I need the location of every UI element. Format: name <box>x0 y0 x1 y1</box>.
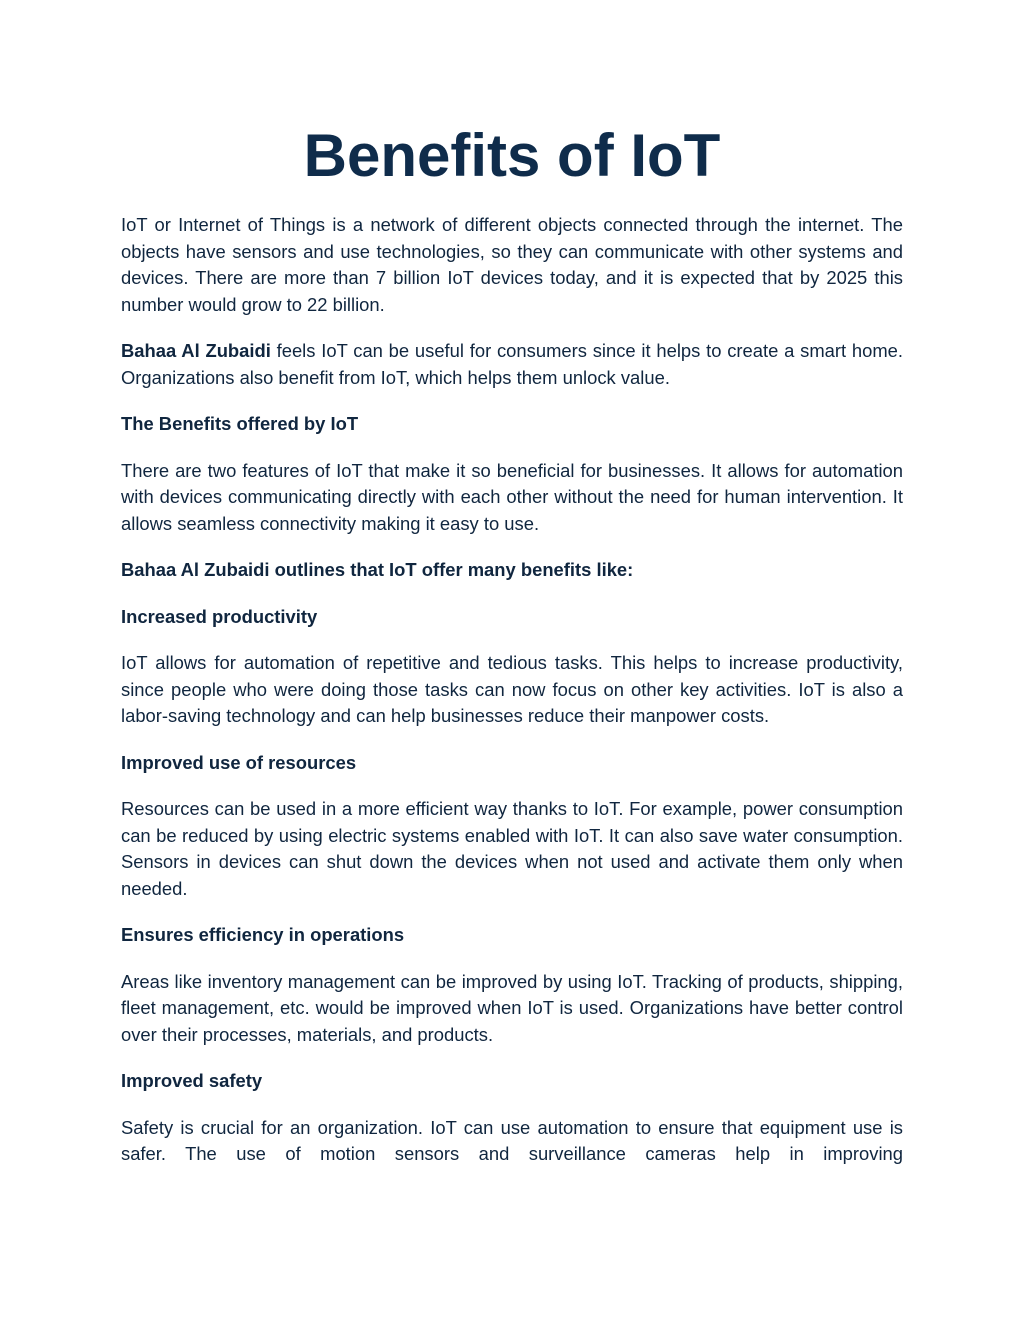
efficiency-paragraph: Areas like inventory management can be improved by using IoT. Tracking of products, shipping, fleet management, etc. would be improved when IoT is used. Organizations have better control over their processes, materials, and products. <box>121 970 903 1045</box>
page-title: Benefits of IoT <box>303 122 721 189</box>
section-heading-outline: Bahaa Al Zubaidi outlines that IoT offer many benefits like: <box>121 559 634 580</box>
intro-paragraph: IoT or Internet of Things is a network of different objects connected through the internet. The objects have sensors and use technologies, so they can communicate with other systems and devices. There are more than 7 billion IoT devices today, and it is expected that by 2025 this number would grow to 22 billion. <box>121 214 903 315</box>
section-heading-safety: Improved safety <box>121 1070 263 1091</box>
section-heading-productivity: Increased productivity <box>121 605 318 627</box>
section-heading-resources: Improved use of resources <box>121 751 357 773</box>
safety-paragraph: Safety is crucial for an organization. IoT can use automation to ensure that equipment use is safer. The use of motion sensors and surveillance cameras help in improving <box>121 1116 903 1164</box>
benefits-paragraph: There are two features of IoT that make it so beneficial for businesses. It allows for automation with devices communicating directly with each other without the need for human intervention. It allows seamless connectivity making it easy to use. <box>121 459 903 534</box>
productivity-paragraph: IoT allows for automation of repetitive and tedious tasks. This helps to increase productivity, since people who were doing those tasks can now focus on other key activities. IoT is also a labor-saving technology and can help businesses reduce their manpower costs. <box>121 652 903 726</box>
section-heading-benefits: The Benefits offered by IoT <box>121 413 359 434</box>
resources-paragraph: Resources can be used in a more efficient way thanks to IoT. For example, power consumption can be reduced by using electric systems enabled with IoT. It can also save water consumption. Sensors in devices can shut down the devices when not used and activate them only when needed. <box>121 798 903 899</box>
author-paragraph <box>121 338 903 391</box>
author-paragraph-text: feels IoT can be useful for consumers since it helps to create a smart home. Organizations also benefit from IoT, which helps them unlock value. <box>121 340 903 388</box>
author-name: Bahaa Al Zubaidi <box>121 340 271 361</box>
section-heading-efficiency: Ensures efficiency in operations <box>121 924 405 945</box>
